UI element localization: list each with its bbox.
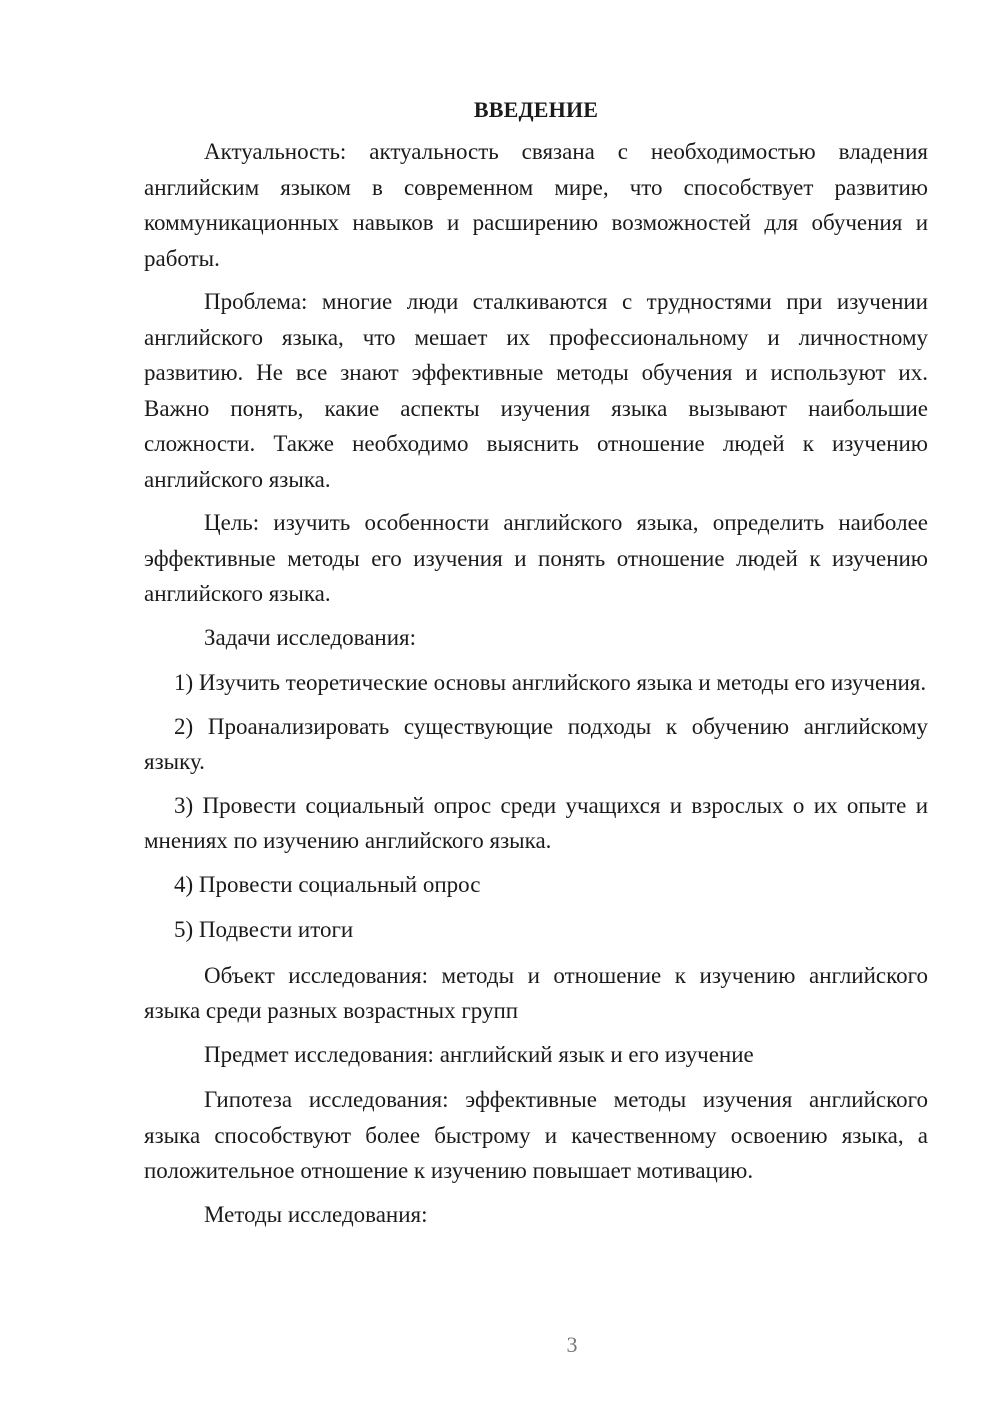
hypothesis-paragraph: Гипотеза исследования: эффективные методы изучения английского языка способствуют более быстрому и качественному освоению языка, а положительное отношение к изучению повышает мотивацию. xyxy=(144,1087,928,1183)
task-item-2: 2) Проанализировать существующие подходы к обучению английскому языку. xyxy=(144,713,928,774)
object-paragraph: Объект исследования: методы и отношение к изучению английского языка среди разных возрастных групп xyxy=(144,962,928,1023)
tasks-heading: Задачи исследования: xyxy=(204,624,417,650)
section-title: ВВЕДЕНИЕ xyxy=(473,97,599,122)
problem-paragraph: Проблема: многие люди сталкиваются с трудностями при изучении английского языка, что мешает их профессиональному и личностному развитию. Не все знают эффективные методы обучения и используют их. Важно понять, какие аспекты изучения языка вызывают наибольшие сложности. Также необходимо выяснить отношение людей к изучению английского языка. xyxy=(144,289,928,492)
task-item-5: 5) Подвести итоги xyxy=(174,917,354,942)
subject-paragraph: Предмет исследования: английский язык и его изучение xyxy=(204,1041,754,1067)
task-item-1: 1) Изучить теоретические основы английского языка и методы его изучения. xyxy=(174,670,927,695)
methods-heading: Методы исследования: xyxy=(204,1201,428,1227)
task-item-4: 4) Провести социальный опрос xyxy=(174,871,481,897)
relevance-paragraph: Актуальность: актуальность связана с необходимостью владения английским языком в современном мире, что способствует развитию коммуникационных навыков и расширению возможностей для обучения и работы. xyxy=(144,139,928,271)
page-number: 3 xyxy=(566,1332,578,1357)
goal-paragraph: Цель: изучить особенности английского языка, определить наиболее эффективные методы его изучения и понять отношение людей к изучению английского языка. xyxy=(144,510,928,606)
task-item-3: 3) Провести социальный опрос среди учащихся и взрослых о их опыте и мнениях по изучению английского языка. xyxy=(144,792,928,853)
